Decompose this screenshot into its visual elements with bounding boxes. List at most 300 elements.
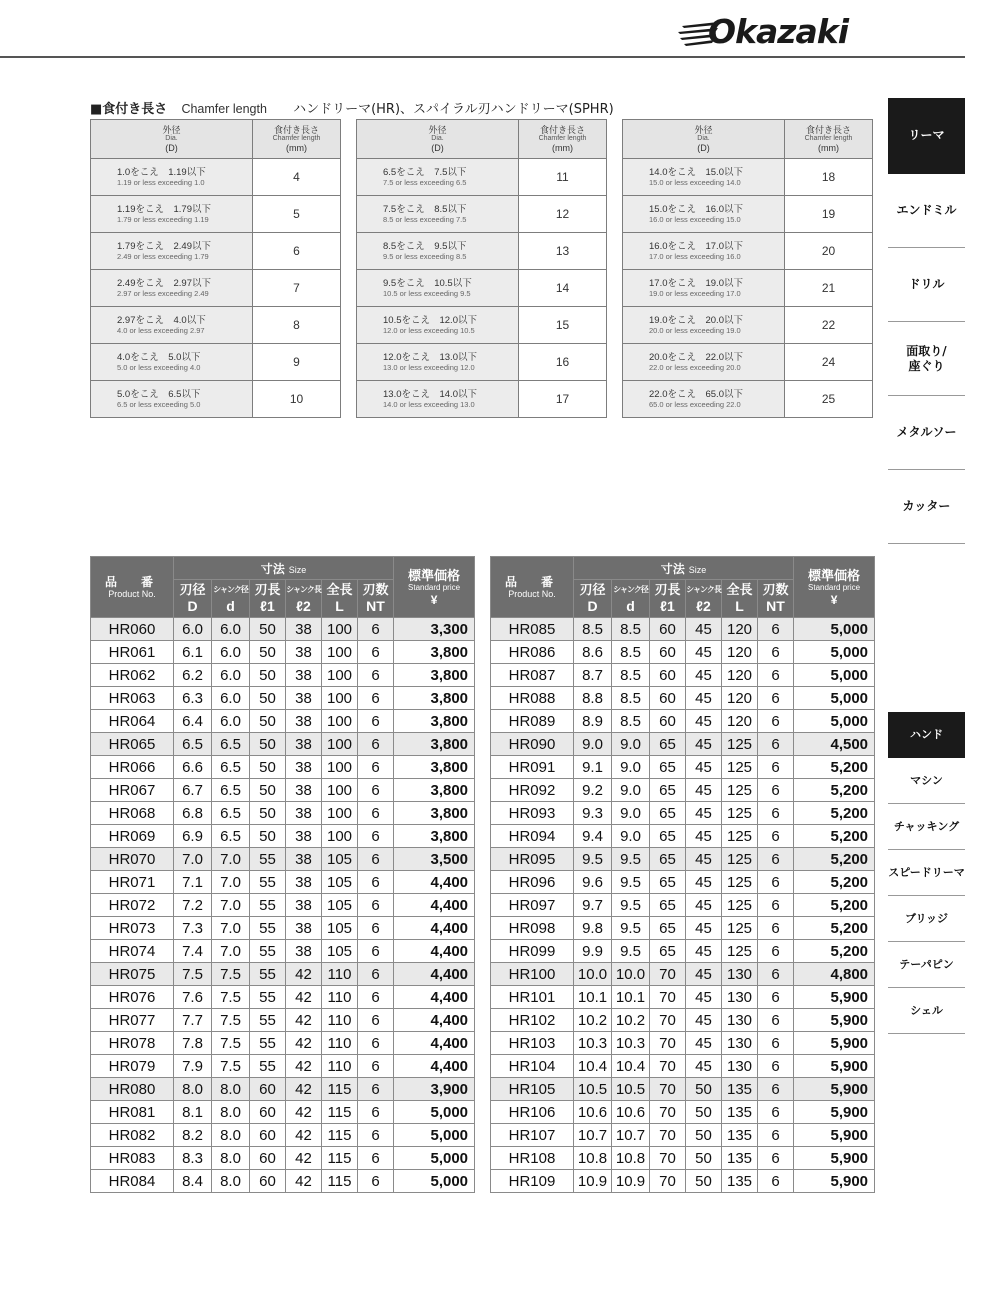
overall-length-cell: 125 xyxy=(722,848,758,871)
price-header-en: Standard price xyxy=(408,582,461,592)
nav-tab[interactable] xyxy=(888,988,965,1034)
flute-length-cell: 60 xyxy=(250,1124,286,1147)
product-row xyxy=(91,825,475,848)
flute-length-cell: 65 xyxy=(650,848,686,871)
overall-length-cell: 125 xyxy=(722,894,758,917)
nav-tab[interactable] xyxy=(888,248,965,322)
range-en: 7.5 or less exceeding 6.5 xyxy=(383,178,467,187)
size-column-header xyxy=(212,580,250,618)
length-header-jp: 食付き長さ xyxy=(539,125,585,135)
overall-length-cell: 135 xyxy=(722,1170,758,1193)
nav-tab[interactable] xyxy=(888,98,965,174)
diameter-range-cell xyxy=(357,307,519,344)
column-label-jp: 全長 xyxy=(326,582,353,597)
shank-diameter-cell: 7.5 xyxy=(212,1055,250,1078)
shank-length-cell: 42 xyxy=(286,1078,322,1101)
flutes-cell: 6 xyxy=(358,963,394,986)
flutes-cell: 6 xyxy=(758,733,794,756)
price-cell: 4,400 xyxy=(394,917,475,940)
flute-length-cell: 65 xyxy=(650,733,686,756)
range-jp: 8.5をこえ 9.5以下 xyxy=(383,241,467,252)
diameter-range-cell xyxy=(623,307,785,344)
product-row xyxy=(91,1078,475,1101)
flute-length-cell: 60 xyxy=(650,687,686,710)
shank-diameter-cell: 10.0 xyxy=(612,963,650,986)
nav-tab[interactable] xyxy=(888,174,965,248)
flute-length-cell: 50 xyxy=(250,779,286,802)
length-header-jp: 食付き長さ xyxy=(273,125,319,135)
range-en: 20.0 or less exceeding 19.0 xyxy=(649,326,741,335)
product-code-cell: HR061 xyxy=(91,641,174,664)
overall-length-cell: 110 xyxy=(322,1009,358,1032)
price-cell: 5,200 xyxy=(794,825,875,848)
price-cell: 4,400 xyxy=(394,940,475,963)
price-header-en: Standard price xyxy=(808,582,861,592)
price-cell: 3,800 xyxy=(394,756,475,779)
diameter-cell: 7.6 xyxy=(174,986,212,1009)
chamfer-length-cell: 20 xyxy=(785,233,873,270)
flutes-cell: 6 xyxy=(358,917,394,940)
shank-length-cell: 45 xyxy=(686,825,722,848)
shank-length-cell: 45 xyxy=(686,940,722,963)
price-cell: 5,000 xyxy=(794,664,875,687)
product-row xyxy=(91,802,475,825)
flutes-cell: 6 xyxy=(358,894,394,917)
shank-length-cell: 38 xyxy=(286,940,322,963)
dia-header-en: Dia. xyxy=(165,135,178,142)
chamfer-length-cell: 13 xyxy=(519,233,607,270)
product-code-cell: HR082 xyxy=(91,1124,174,1147)
shank-diameter-cell: 8.5 xyxy=(612,687,650,710)
price-cell: 3,800 xyxy=(394,779,475,802)
overall-length-cell: 130 xyxy=(722,1009,758,1032)
shank-diameter-cell: 9.0 xyxy=(612,756,650,779)
diameter-cell: 10.8 xyxy=(574,1147,612,1170)
product-row xyxy=(491,618,875,641)
flute-length-cell: 50 xyxy=(250,687,286,710)
overall-length-cell: 130 xyxy=(722,1032,758,1055)
diameter-cell: 9.2 xyxy=(574,779,612,802)
range-jp: 12.0をこえ 13.0以下 xyxy=(383,352,477,363)
overall-length-cell: 120 xyxy=(722,618,758,641)
diameter-cell: 10.2 xyxy=(574,1009,612,1032)
product-no-en: Product No. xyxy=(508,588,556,599)
flutes-cell: 6 xyxy=(758,1032,794,1055)
shank-length-cell: 45 xyxy=(686,986,722,1009)
range-en: 16.0 or less exceeding 15.0 xyxy=(649,215,741,224)
chamfer-table xyxy=(90,119,341,418)
diameter-cell: 7.7 xyxy=(174,1009,212,1032)
diameter-cell: 7.2 xyxy=(174,894,212,917)
flute-length-cell: 50 xyxy=(250,756,286,779)
nav-tab-label: スピードリーマ xyxy=(888,866,965,879)
diameter-cell: 7.4 xyxy=(174,940,212,963)
shank-diameter-cell: 8.0 xyxy=(212,1078,250,1101)
shank-diameter-cell: 7.5 xyxy=(212,1032,250,1055)
chamfer-length-cell: 22 xyxy=(785,307,873,344)
dia-header-symbol: (D) xyxy=(431,143,444,153)
flutes-cell: 6 xyxy=(358,1032,394,1055)
product-code-cell: HR092 xyxy=(491,779,574,802)
flute-length-cell: 55 xyxy=(250,1055,286,1078)
diameter-cell: 10.9 xyxy=(574,1170,612,1193)
product-code-cell: HR093 xyxy=(491,802,574,825)
product-code-cell: HR074 xyxy=(91,940,174,963)
range-en: 2.49 or less exceeding 1.79 xyxy=(117,252,209,261)
nav-tab[interactable] xyxy=(888,758,965,804)
diameter-cell: 8.2 xyxy=(174,1124,212,1147)
chamfer-length-cell: 16 xyxy=(519,344,607,381)
range-jp: 7.5をこえ 8.5以下 xyxy=(383,204,467,215)
chamfer-row xyxy=(623,233,873,270)
diameter-cell: 8.9 xyxy=(574,710,612,733)
column-symbol: D xyxy=(187,598,198,614)
product-code-cell: HR076 xyxy=(91,986,174,1009)
flute-length-cell: 70 xyxy=(650,963,686,986)
product-row xyxy=(91,871,475,894)
product-code-cell: HR088 xyxy=(491,687,574,710)
shank-diameter-cell: 10.9 xyxy=(612,1170,650,1193)
range-en: 19.0 or less exceeding 17.0 xyxy=(649,289,741,298)
diameter-cell: 8.8 xyxy=(574,687,612,710)
overall-length-cell: 105 xyxy=(322,894,358,917)
flutes-cell: 6 xyxy=(758,756,794,779)
product-row xyxy=(91,733,475,756)
overall-length-cell: 120 xyxy=(722,710,758,733)
chamfer-length-cell: 15 xyxy=(519,307,607,344)
diameter-cell: 7.9 xyxy=(174,1055,212,1078)
shank-diameter-cell: 7.0 xyxy=(212,848,250,871)
flute-length-cell: 60 xyxy=(650,618,686,641)
shank-length-cell: 38 xyxy=(286,894,322,917)
chamfer-row xyxy=(91,233,341,270)
range-jp: 20.0をこえ 22.0以下 xyxy=(649,352,743,363)
range-en: 4.0 or less exceeding 2.97 xyxy=(117,326,205,335)
chamfer-row xyxy=(357,233,607,270)
overall-length-cell: 100 xyxy=(322,664,358,687)
overall-length-cell: 125 xyxy=(722,917,758,940)
shank-diameter-cell: 7.0 xyxy=(212,894,250,917)
flutes-cell: 6 xyxy=(358,733,394,756)
diameter-cell: 6.6 xyxy=(174,756,212,779)
product-code-cell: HR060 xyxy=(91,618,174,641)
heading-subject: ハンドリーマ(HR)、スパイラル刃ハンドリーマ(SPHR) xyxy=(293,102,614,117)
shank-diameter-cell: 8.5 xyxy=(612,641,650,664)
shank-diameter-cell: 9.5 xyxy=(612,894,650,917)
diameter-cell: 8.6 xyxy=(574,641,612,664)
chamfer-length-cell: 9 xyxy=(253,344,341,381)
range-jp: 16.0をこえ 17.0以下 xyxy=(649,241,743,252)
overall-length-cell: 135 xyxy=(722,1078,758,1101)
shank-length-cell: 45 xyxy=(686,871,722,894)
nav-tab-label: ハンド xyxy=(910,728,943,741)
product-row xyxy=(491,1078,875,1101)
size-column-header xyxy=(758,580,794,618)
price-cell: 5,200 xyxy=(794,848,875,871)
product-row xyxy=(491,779,875,802)
size-column-header xyxy=(250,580,286,618)
flutes-cell: 6 xyxy=(758,825,794,848)
shank-diameter-cell: 7.0 xyxy=(212,940,250,963)
diameter-cell: 8.1 xyxy=(174,1101,212,1124)
chamfer-table xyxy=(622,119,873,418)
size-header-jp: 寸法 xyxy=(260,561,285,576)
diameter-cell: 10.0 xyxy=(574,963,612,986)
price-cell: 4,400 xyxy=(394,986,475,1009)
shank-diameter-cell: 7.5 xyxy=(212,1009,250,1032)
diameter-range-cell xyxy=(91,270,253,307)
price-cell: 5,200 xyxy=(794,802,875,825)
flutes-cell: 6 xyxy=(758,802,794,825)
product-row xyxy=(491,1055,875,1078)
diameter-range-cell xyxy=(357,270,519,307)
shank-diameter-cell: 6.5 xyxy=(212,802,250,825)
chamfer-length-header xyxy=(253,120,341,159)
price-cell: 4,500 xyxy=(794,733,875,756)
flutes-cell: 6 xyxy=(758,710,794,733)
shank-length-cell: 38 xyxy=(286,687,322,710)
nav-tab[interactable] xyxy=(888,470,965,544)
shank-length-cell: 42 xyxy=(286,1032,322,1055)
price-cell: 5,900 xyxy=(794,1078,875,1101)
nav-tab[interactable] xyxy=(888,396,965,470)
range-en: 12.0 or less exceeding 10.5 xyxy=(383,326,475,335)
flutes-cell: 6 xyxy=(358,871,394,894)
shank-diameter-cell: 9.0 xyxy=(612,779,650,802)
nav-tab-label: ブリッジ xyxy=(904,912,949,925)
product-code-cell: HR087 xyxy=(491,664,574,687)
chamfer-length-cell: 17 xyxy=(519,381,607,418)
column-symbol: d xyxy=(626,598,635,614)
range-jp: 9.5をこえ 10.5以下 xyxy=(383,278,472,289)
shank-length-cell: 50 xyxy=(686,1078,722,1101)
shank-length-cell: 45 xyxy=(686,1032,722,1055)
overall-length-cell: 100 xyxy=(322,641,358,664)
shank-diameter-cell: 6.0 xyxy=(212,618,250,641)
dia-header xyxy=(357,120,519,159)
flute-length-cell: 65 xyxy=(650,825,686,848)
product-row xyxy=(91,664,475,687)
shank-length-cell: 45 xyxy=(686,641,722,664)
product-code-cell: HR077 xyxy=(91,1009,174,1032)
price-cell: 5,900 xyxy=(794,1032,875,1055)
size-header xyxy=(174,557,394,580)
price-cell: 3,800 xyxy=(394,733,475,756)
flute-length-cell: 65 xyxy=(650,802,686,825)
product-no-jp: 品 番 xyxy=(504,574,559,589)
range-jp: 1.0をこえ 1.19以下 xyxy=(117,167,206,178)
flute-length-cell: 55 xyxy=(250,1009,286,1032)
price-cell: 5,900 xyxy=(794,1147,875,1170)
flutes-cell: 6 xyxy=(358,1101,394,1124)
price-cell: 4,400 xyxy=(394,963,475,986)
flute-length-cell: 65 xyxy=(650,779,686,802)
price-cell: 5,000 xyxy=(394,1124,475,1147)
column-symbol: ℓ2 xyxy=(296,598,311,614)
product-code-cell: HR084 xyxy=(91,1170,174,1193)
flute-length-cell: 65 xyxy=(650,871,686,894)
range-en: 10.5 or less exceeding 9.5 xyxy=(383,289,471,298)
product-row xyxy=(491,756,875,779)
flute-length-cell: 55 xyxy=(250,848,286,871)
overall-length-cell: 100 xyxy=(322,733,358,756)
column-symbol: NT xyxy=(366,598,385,614)
overall-length-cell: 115 xyxy=(322,1124,358,1147)
diameter-cell: 7.5 xyxy=(174,963,212,986)
header-rule xyxy=(0,56,965,58)
overall-length-cell: 110 xyxy=(322,1032,358,1055)
shank-length-cell: 38 xyxy=(286,802,322,825)
chamfer-row xyxy=(91,159,341,196)
shank-length-cell: 42 xyxy=(286,963,322,986)
column-symbol: d xyxy=(226,598,235,614)
nav-tab[interactable] xyxy=(888,322,965,396)
shank-diameter-cell: 9.5 xyxy=(612,848,650,871)
shank-diameter-cell: 9.0 xyxy=(612,802,650,825)
product-row xyxy=(491,1147,875,1170)
range-en: 2.97 or less exceeding 2.49 xyxy=(117,289,209,298)
chamfer-length-cell: 11 xyxy=(519,159,607,196)
chamfer-header-row xyxy=(91,120,341,159)
shank-diameter-cell: 8.5 xyxy=(612,618,650,641)
chamfer-length-cell: 25 xyxy=(785,381,873,418)
reamer-type-nav xyxy=(888,712,965,1034)
chamfer-length-cell: 4 xyxy=(253,159,341,196)
chamfer-row xyxy=(623,307,873,344)
column-symbol: D xyxy=(587,598,598,614)
diameter-range-cell xyxy=(623,196,785,233)
shank-diameter-cell: 10.6 xyxy=(612,1101,650,1124)
product-code-cell: HR065 xyxy=(91,733,174,756)
diameter-cell: 7.0 xyxy=(174,848,212,871)
product-code-cell: HR106 xyxy=(491,1101,574,1124)
flutes-cell: 6 xyxy=(758,1101,794,1124)
shank-length-cell: 45 xyxy=(686,756,722,779)
price-cell: 5,000 xyxy=(794,618,875,641)
range-en: 9.5 or less exceeding 8.5 xyxy=(383,252,467,261)
chamfer-row xyxy=(623,196,873,233)
shank-length-cell: 45 xyxy=(686,664,722,687)
nav-tab[interactable] xyxy=(888,850,965,896)
chamfer-row xyxy=(357,270,607,307)
flutes-cell: 6 xyxy=(358,1147,394,1170)
shank-diameter-cell: 7.5 xyxy=(212,986,250,1009)
column-label-jp: シャンク長 xyxy=(686,585,721,594)
overall-length-cell: 105 xyxy=(322,940,358,963)
diameter-range-cell xyxy=(623,270,785,307)
overall-length-cell: 100 xyxy=(322,710,358,733)
category-nav xyxy=(888,98,965,544)
diameter-range-cell xyxy=(357,381,519,418)
size-column-header xyxy=(286,580,322,618)
chamfer-length-cell: 24 xyxy=(785,344,873,381)
chamfer-row xyxy=(623,344,873,381)
shank-length-cell: 42 xyxy=(286,1055,322,1078)
price-cell: 5,900 xyxy=(794,1101,875,1124)
heading-square-icon: ■ xyxy=(90,102,103,117)
nav-tab[interactable] xyxy=(888,896,965,942)
price-cell: 5,900 xyxy=(794,986,875,1009)
section-heading xyxy=(90,98,614,117)
shank-diameter-cell: 6.5 xyxy=(212,825,250,848)
overall-length-cell: 100 xyxy=(322,779,358,802)
flute-length-cell: 60 xyxy=(650,641,686,664)
chamfer-length-cell: 6 xyxy=(253,233,341,270)
dia-header-symbol: (D) xyxy=(697,143,710,153)
length-header-unit: (mm) xyxy=(286,143,307,153)
product-row xyxy=(91,1147,475,1170)
product-code-cell: HR072 xyxy=(91,894,174,917)
shank-length-cell: 45 xyxy=(686,1009,722,1032)
shank-length-cell: 50 xyxy=(686,1147,722,1170)
chamfer-header-row xyxy=(357,120,607,159)
shank-diameter-cell: 9.5 xyxy=(612,917,650,940)
flutes-cell: 6 xyxy=(358,618,394,641)
overall-length-cell: 125 xyxy=(722,940,758,963)
chamfer-row xyxy=(623,381,873,418)
product-code-cell: HR103 xyxy=(491,1032,574,1055)
flutes-cell: 6 xyxy=(358,756,394,779)
product-row xyxy=(91,1032,475,1055)
range-en: 8.5 or less exceeding 7.5 xyxy=(383,215,467,224)
nav-tab-label: リーマ xyxy=(908,128,945,142)
product-header-row xyxy=(91,557,475,580)
shank-diameter-cell: 7.5 xyxy=(212,963,250,986)
dia-header-symbol: (D) xyxy=(165,143,178,153)
shank-length-cell: 42 xyxy=(286,1009,322,1032)
diameter-range-cell xyxy=(623,344,785,381)
column-label-jp: シャンク長 xyxy=(286,585,321,594)
product-code-cell: HR099 xyxy=(491,940,574,963)
shank-length-cell: 38 xyxy=(286,664,322,687)
nav-tab[interactable] xyxy=(888,942,965,988)
shank-length-cell: 45 xyxy=(686,618,722,641)
product-no-header xyxy=(491,557,574,618)
price-cell: 3,800 xyxy=(394,802,475,825)
size-header-jp: 寸法 xyxy=(660,561,685,576)
shank-diameter-cell: 6.0 xyxy=(212,641,250,664)
overall-length-cell: 120 xyxy=(722,687,758,710)
size-column-header xyxy=(650,580,686,618)
chamfer-row xyxy=(357,196,607,233)
overall-length-cell: 125 xyxy=(722,825,758,848)
chamfer-row xyxy=(91,344,341,381)
overall-length-cell: 120 xyxy=(722,641,758,664)
flute-length-cell: 60 xyxy=(650,664,686,687)
shank-diameter-cell: 6.5 xyxy=(212,733,250,756)
shank-length-cell: 38 xyxy=(286,848,322,871)
price-cell: 3,800 xyxy=(394,641,475,664)
shank-diameter-cell: 6.5 xyxy=(212,756,250,779)
nav-tab[interactable] xyxy=(888,712,965,758)
flutes-cell: 6 xyxy=(758,1170,794,1193)
overall-length-cell: 100 xyxy=(322,618,358,641)
nav-tab[interactable] xyxy=(888,804,965,850)
dia-header-jp: 外径 xyxy=(694,125,713,135)
diameter-cell: 10.4 xyxy=(574,1055,612,1078)
product-table xyxy=(90,556,475,1193)
product-row xyxy=(91,986,475,1009)
size-column-header xyxy=(722,580,758,618)
price-cell: 3,800 xyxy=(394,710,475,733)
product-code-cell: HR102 xyxy=(491,1009,574,1032)
price-cell: 5,200 xyxy=(794,940,875,963)
shank-length-cell: 45 xyxy=(686,1055,722,1078)
chamfer-row xyxy=(91,307,341,344)
diameter-range-cell xyxy=(91,381,253,418)
overall-length-cell: 130 xyxy=(722,986,758,1009)
product-row xyxy=(91,963,475,986)
